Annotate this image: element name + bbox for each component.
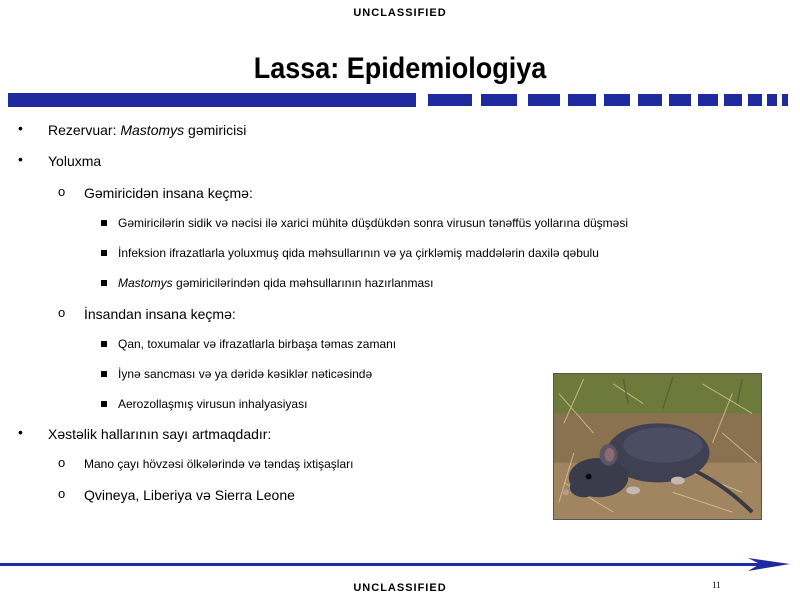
slide-title: Lassa: Epidemiologiya	[253, 52, 547, 85]
sub-bullet-marker: o	[58, 486, 66, 501]
sub-bullet-rodent-to-human: Gəmiricidən insana keçmə:	[84, 185, 253, 201]
reservoir-rest: gəmiricisi	[184, 122, 247, 138]
item-needlestick: İynə sancması və ya dəridə kəsiklər nəticəsində	[118, 367, 373, 381]
square-bullet-marker	[101, 401, 107, 407]
page-number: 11	[712, 580, 721, 590]
sub-bullet-marker: o	[58, 455, 66, 470]
bullet-reservoir	[48, 122, 246, 138]
square-bullet-marker	[101, 220, 107, 226]
item-food-prep	[118, 276, 433, 290]
bottom-rule-arrow	[0, 558, 800, 572]
square-bullet-marker	[101, 250, 107, 256]
bullet-marker: •	[18, 151, 23, 167]
bullet-marker: •	[18, 424, 23, 440]
item-urine-feces: Gəmiricilərin sidik və nəcisi ilə xarici mühitə düşdükdən sonra virusun tənəffüs yollarına düşməsi	[118, 216, 629, 230]
food-prep-rest: gəmiricilərindən qida məhsullarının hazırlanması	[172, 276, 434, 290]
sub-bullet-marker: o	[58, 305, 66, 320]
square-bullet-marker	[101, 341, 107, 347]
classification-banner-bottom: UNCLASSIFIED	[353, 582, 447, 594]
square-bullet-marker	[101, 280, 107, 286]
reservoir-label: Rezervuar:	[48, 122, 121, 138]
sub-bullet-human-to-human: İnsandan insana keçmə:	[84, 306, 236, 322]
square-bullet-marker	[101, 371, 107, 377]
sub-bullet-mano-river: Mano çayı hövzəsi ölkələrində və təndaş ixtişaşları	[84, 457, 354, 471]
bullet-marker: •	[18, 120, 23, 136]
sub-bullet-marker: o	[58, 184, 66, 199]
food-prep-species: Mastomys	[118, 276, 173, 290]
bullet-transmission: Yoluxma	[48, 153, 102, 169]
classification-banner-top: UNCLASSIFIED	[353, 7, 447, 19]
item-direct-contact: Qan, toxumalar və ifrazatlarla birbaşa təmas zamanı	[118, 337, 397, 351]
bullet-cases-increasing: Xəstəlik hallarının sayı artmaqdadır:	[48, 426, 272, 442]
item-ingestion: İnfeksion ifrazatlarla yoluxmuş qida məhsullarının və ya çirkləmiş maddələrin daxilə qəbulu	[118, 246, 599, 260]
reservoir-species: Mastomys	[120, 122, 185, 138]
item-aerosol: Aerozollaşmış virusun inhalyasiyası	[118, 397, 308, 411]
rat-photo	[553, 373, 762, 520]
sub-bullet-countries: Qvineya, Liberiya və Sierra Leone	[84, 487, 295, 503]
